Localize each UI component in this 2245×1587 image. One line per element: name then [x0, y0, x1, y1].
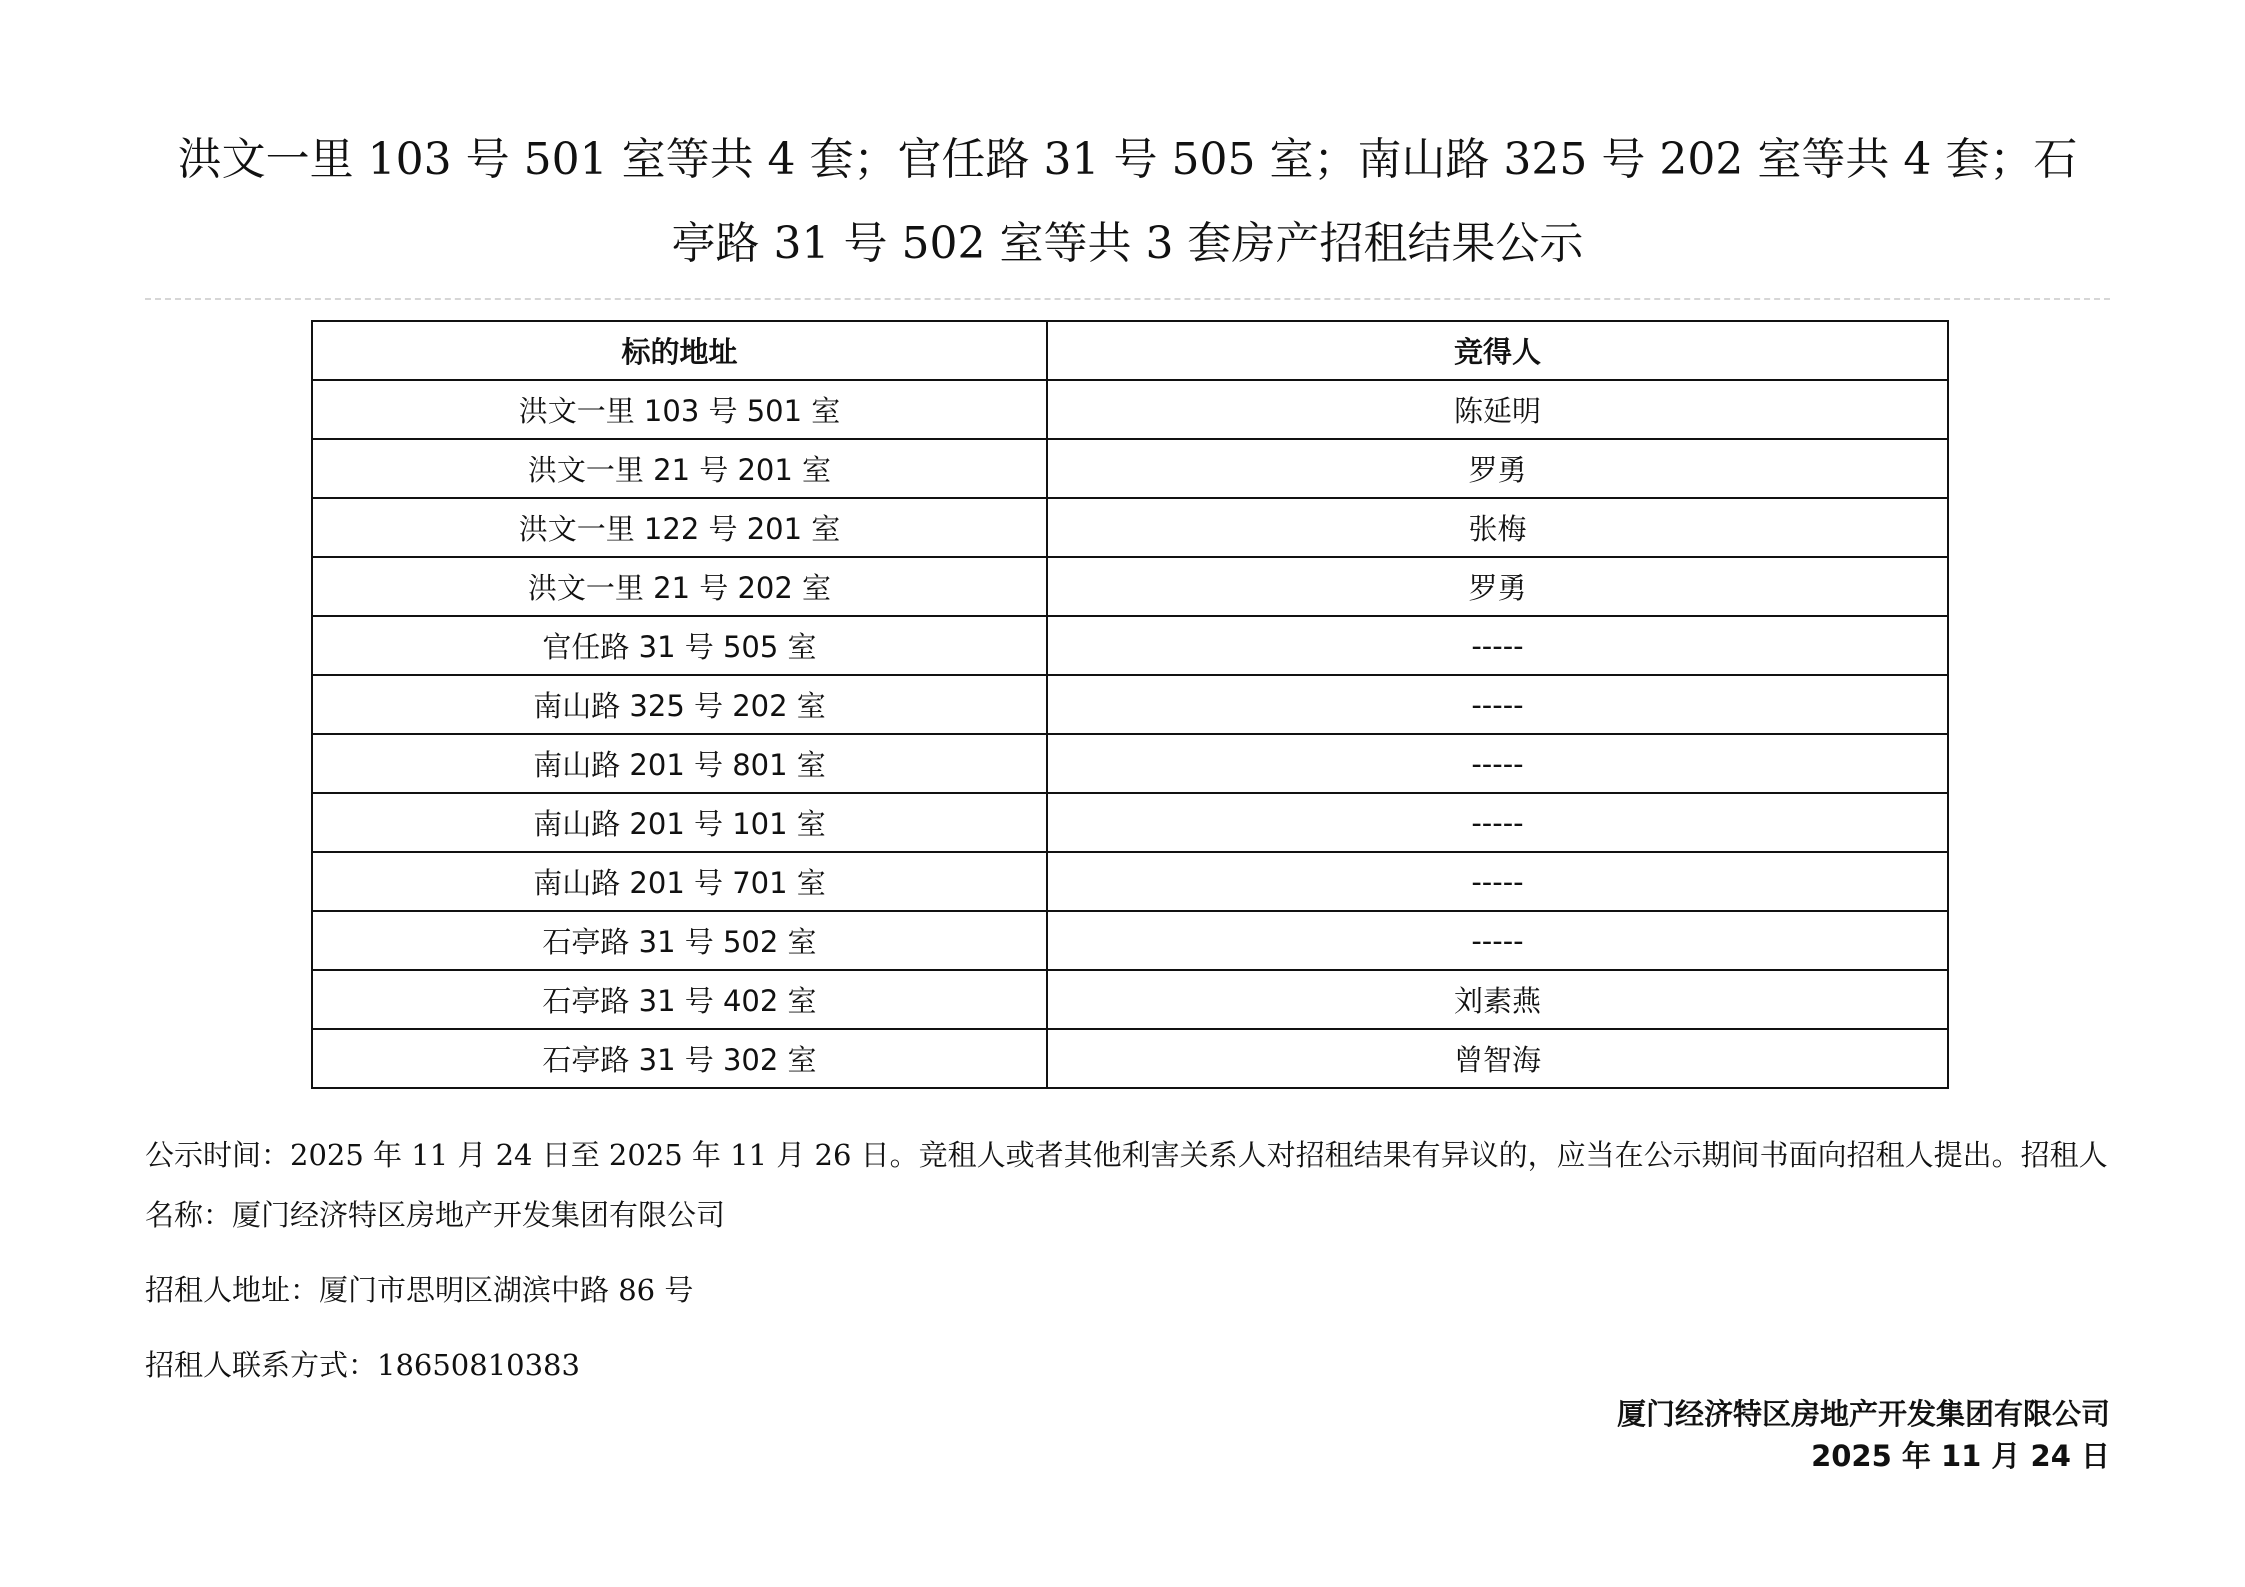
header-address: 标的地址 [312, 321, 1047, 380]
notice-contact-text: 招租人联系方式：18650810383 [145, 1348, 580, 1382]
winner-cell: 罗勇 [1047, 439, 1948, 498]
winner-cell: ----- [1047, 911, 1948, 970]
winner-cell: ----- [1047, 793, 1948, 852]
address-cell: 石亭路 31 号 502 室 [312, 911, 1047, 970]
table-row [312, 498, 1948, 557]
signature-date: 2025 年 11 月 24 日 [1811, 1439, 2110, 1473]
page-title [145, 118, 2110, 286]
table-row [312, 439, 1948, 498]
winner-cell: ----- [1047, 675, 1948, 734]
address-cell: 南山路 201 号 801 室 [312, 734, 1047, 793]
address-cell: 洪文一里 122 号 201 室 [312, 498, 1047, 557]
table-row [312, 616, 1948, 675]
table-row [312, 793, 1948, 852]
address-cell: 石亭路 31 号 402 室 [312, 970, 1047, 1029]
winner-cell: 刘素燕 [1047, 970, 1948, 1029]
address-cell: 洪文一里 21 号 201 室 [312, 439, 1047, 498]
table-row [312, 675, 1948, 734]
title-line-1: 洪文一里 103 号 501 室等共 4 套；官任路 31 号 505 室；南山路 325 号 202 室等共 4 套；石 [177, 134, 2078, 185]
winner-cell: ----- [1047, 734, 1948, 793]
table-row [312, 734, 1948, 793]
winner-cell: ----- [1047, 616, 1948, 675]
address-cell: 南山路 201 号 101 室 [312, 793, 1047, 852]
table-row [312, 557, 1948, 616]
winner-cell: 陈延明 [1047, 380, 1948, 439]
title-divider [145, 298, 2110, 300]
address-cell: 石亭路 31 号 302 室 [312, 1029, 1047, 1088]
signature-block [1617, 1393, 2110, 1477]
winner-cell: 曾智海 [1047, 1029, 1948, 1088]
table-row [312, 852, 1948, 911]
table-header-row [312, 321, 1948, 380]
address-cell: 洪文一里 21 号 202 室 [312, 557, 1047, 616]
signature-company: 厦门经济特区房地产开发集团有限公司 [1616, 1397, 2110, 1431]
address-cell: 南山路 325 号 202 室 [312, 675, 1047, 734]
title-line-2: 亭路 31 号 502 室等共 3 套房产招租结果公示 [671, 218, 1584, 269]
table-row [312, 1029, 1948, 1088]
notice-address-text: 招租人地址：厦门市思明区湖滨中路 86 号 [145, 1273, 694, 1307]
table-row [312, 380, 1948, 439]
notice-period-text: 公示时间：2025 年 11 月 24 日至 2025 年 11 月 26 日。竞租人或者其他利害关系人对招租结果有异议的，应当在公示期间书面向招租人提出。招租人名称：厦门经济特区房地产开发集团有限公司 [145, 1138, 2108, 1232]
winner-cell: 张梅 [1047, 498, 1948, 557]
header-winner: 竞得人 [1047, 321, 1948, 380]
address-cell: 南山路 201 号 701 室 [312, 852, 1047, 911]
table-row [312, 970, 1948, 1029]
table-row [312, 911, 1948, 970]
winner-cell: 罗勇 [1047, 557, 1948, 616]
address-cell: 官任路 31 号 505 室 [312, 616, 1047, 675]
results-table [311, 320, 1949, 1089]
winner-cell: ----- [1047, 852, 1948, 911]
address-cell: 洪文一里 103 号 501 室 [312, 380, 1047, 439]
